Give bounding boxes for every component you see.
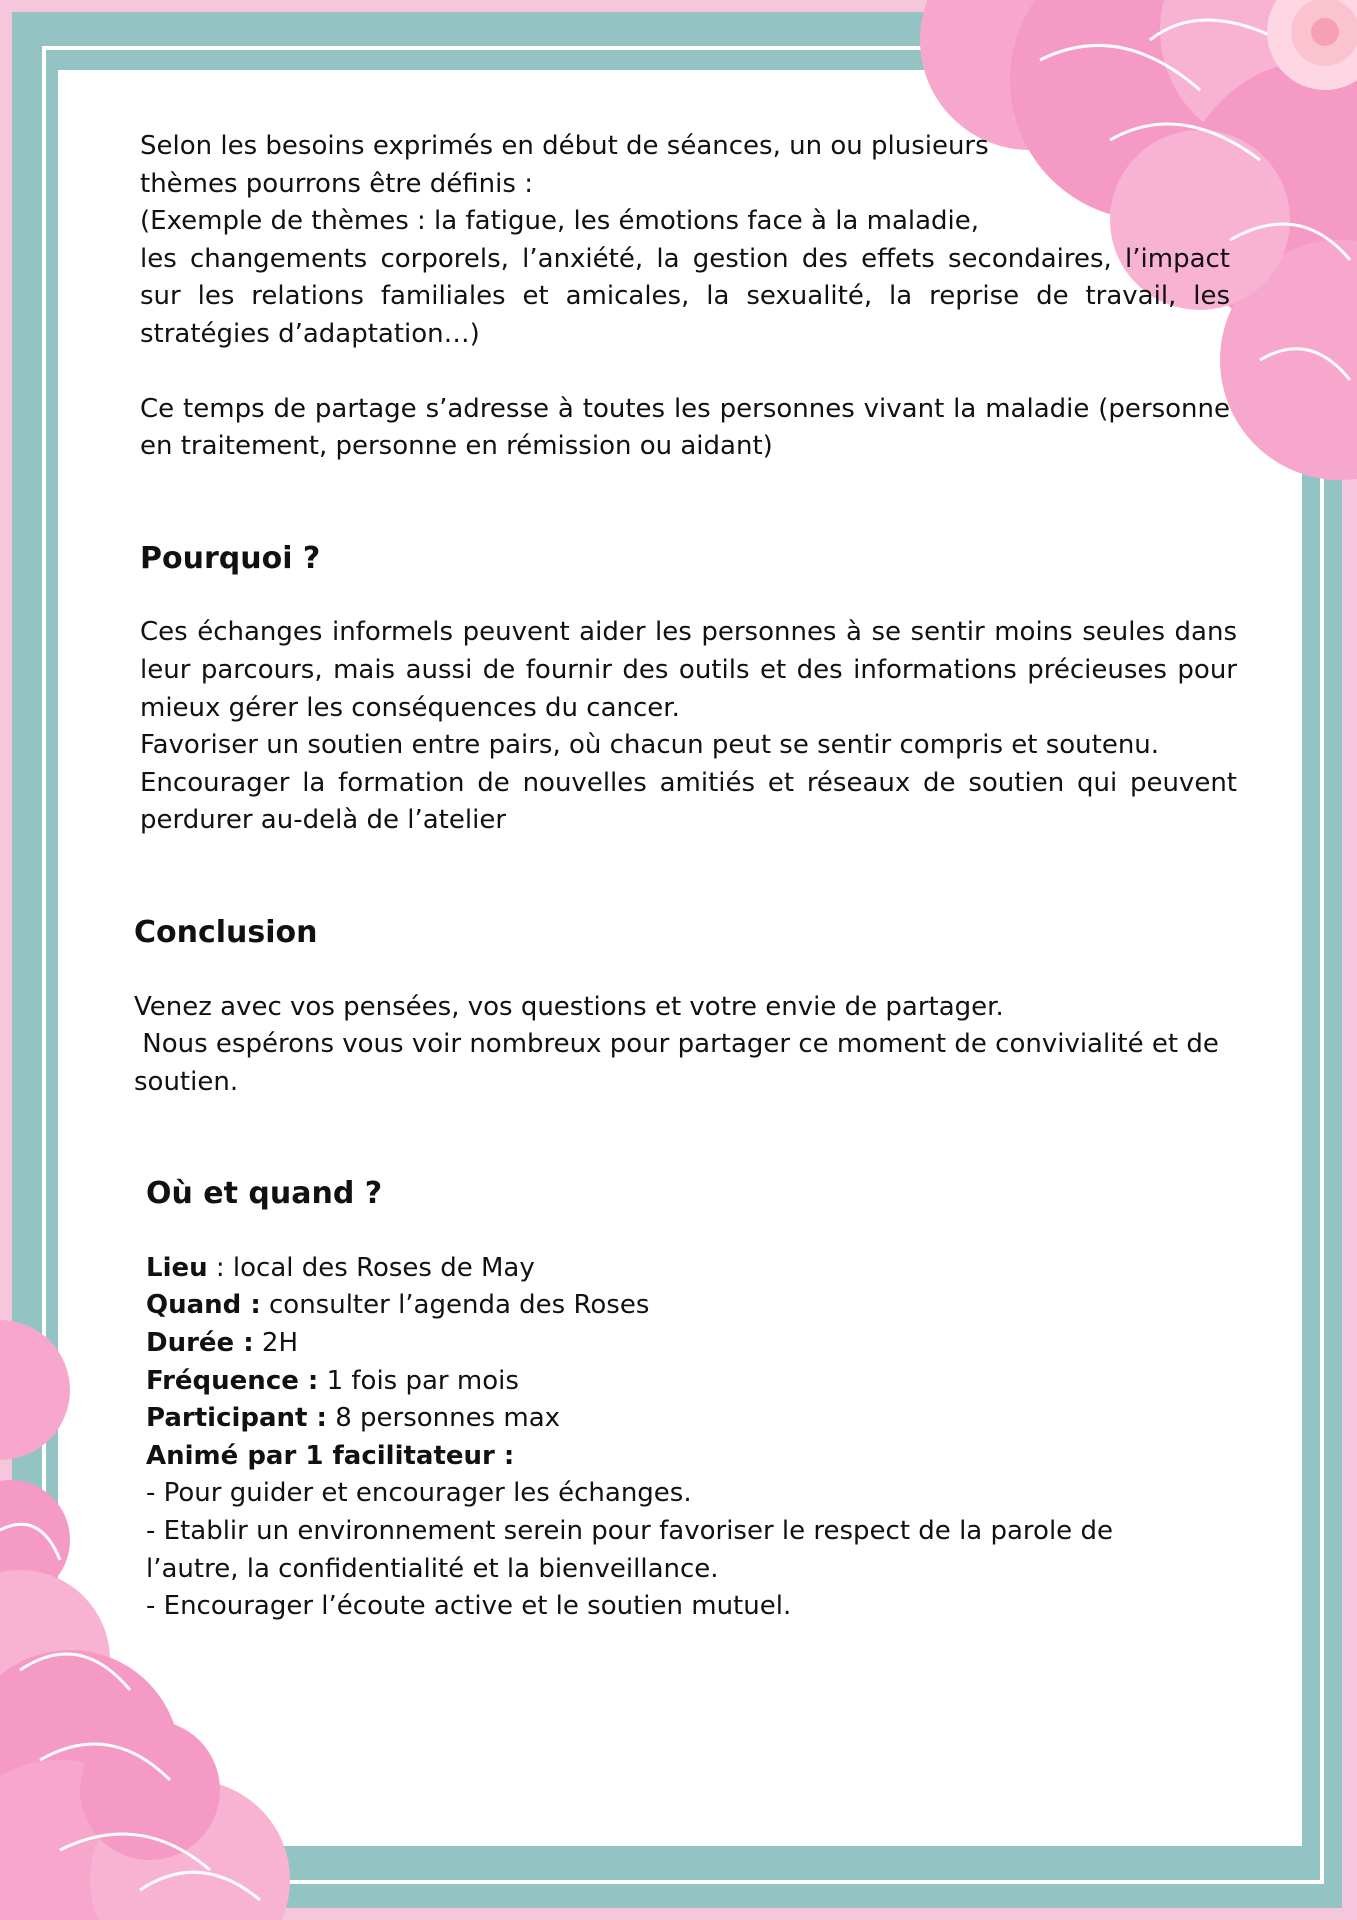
info-lieu [146,1250,1240,1288]
pourquoi-paragraph: Favoriser un soutien entre pairs, où chacun peut se sentir compris et soutenu. [140,730,1160,761]
info-participant [146,1400,1240,1438]
conclusion-paragraph: Nous espérons vous voir nombreux pour partager ce moment de convivialité et de soutien. [134,1029,1228,1097]
info-label: Lieu [146,1252,208,1283]
info-anime: Animé par 1 facilitateur : [146,1440,515,1471]
pourquoi-paragraph: Ces échanges informels peuvent aider les personnes à se sentir moins seules dans leur parcours, mais aussi de fournir des outils et des informations précieuses pour mieux gérer les conséquences du cancer. [140,617,1237,723]
intro-line: Selon les besoins exprimés en début de séances, un ou plusieurs [140,131,989,161]
info-value: consulter l’agenda des Roses [260,1290,650,1321]
info-label: Participant : [146,1403,327,1434]
pourquoi-paragraph: Encourager la formation de nouvelles amitiés et réseaux de soutien qui peuvent perdurer au-delà de l’atelier [140,767,1237,836]
info-value: 1 fois par mois [318,1365,519,1396]
document-body [134,128,1240,1626]
info-list [146,1250,1240,1626]
intro-line: (Exemple de thèmes : la fatigue, les émotions face à la maladie, [140,206,980,237]
info-quand [146,1287,1240,1325]
info-duree [146,1325,1240,1363]
info-label: Fréquence : [146,1365,319,1396]
pourquoi-heading: Pourquoi ? [140,540,321,576]
info-label: Durée : [146,1328,254,1359]
audience-text: Ce temps de partage s’adresse à toutes les personnes vivant la maladie (personne en traitement, personne en rémission ou aidant) [140,393,1230,462]
bullet-item: - Pour guider et encourager les échanges. [146,1478,692,1509]
info-frequence [146,1363,1240,1401]
intro-line: thèmes pourrons être définis : [140,168,533,199]
bullet-item: - Etablir un environnement serein pour favoriser le respect de la parole de l’autre, la confidentialité et la bienveillance. [146,1516,1113,1584]
conclusion-paragraph: Venez avec vos pensées, vos questions et votre envie de partager. [134,991,1004,1022]
info-value: 8 personnes max [326,1403,561,1434]
intro-themes: les changements corporels, l’anxiété, la gestion des effets secondaires, l’impact sur les relations familiales et amicales, la sexualité, la reprise de travail, les stratégies d’adaptation…) [140,243,1230,349]
conclusion-heading: Conclusion [134,914,318,950]
info-value: : local des Roses de May [207,1252,535,1283]
info-label: Quand : [146,1290,261,1321]
ou-quand-heading: Où et quand ? [146,1176,383,1212]
bullet-item: - Encourager l’écoute active et le soutien mutuel. [146,1591,792,1622]
info-value: 2H [253,1328,298,1359]
